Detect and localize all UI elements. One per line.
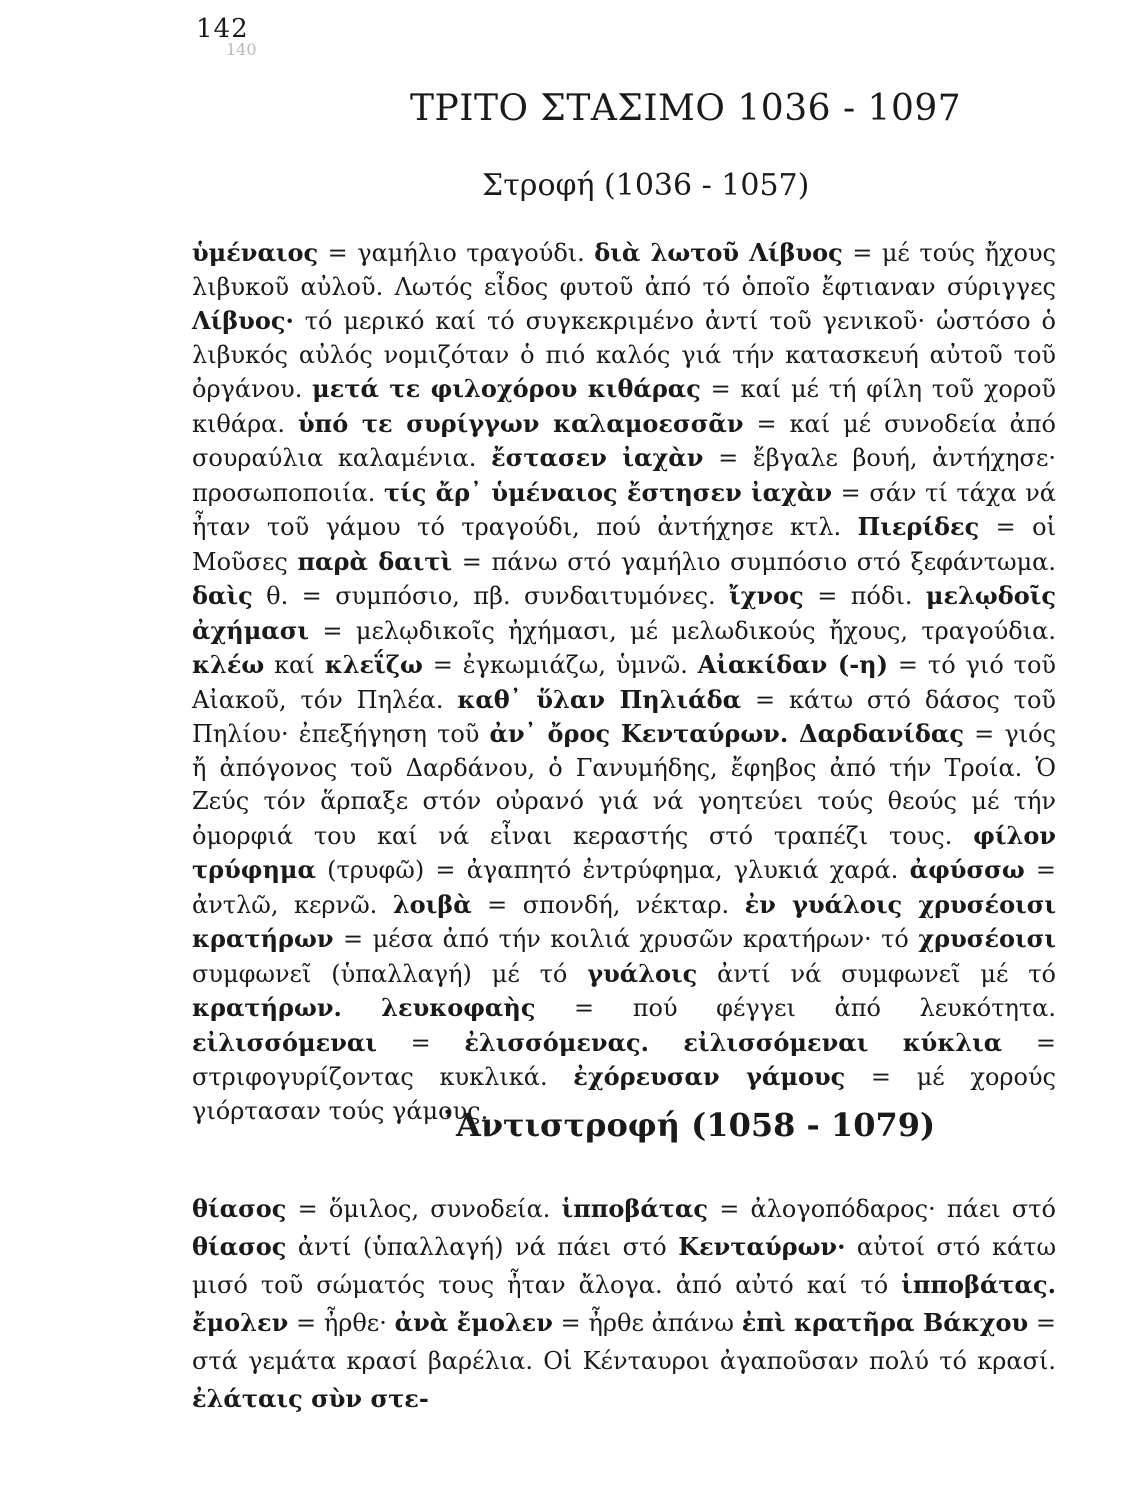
strophe-heading: Στροφή (1036 - 1057) (482, 168, 810, 203)
glossary-term: Κενταύρων· (678, 1232, 846, 1261)
glossary-term: ἀνὰ ἔμολεν (394, 1308, 553, 1337)
glossary-term: θίασος (192, 1232, 287, 1261)
glossary-term: ὑμέναιος (192, 238, 319, 267)
antistrophe-glossary (192, 1190, 1056, 1418)
glossary-definition: = ἐγκωμιάζω, ὑμνῶ. (422, 651, 698, 679)
glossary-definition: αὐτοί στό κάτω μισό τοῦ σώματός τους ἦταν ἄλογα. ἀπό αὐτό καί τό (192, 1233, 1057, 1299)
glossary-term: κλέω (192, 650, 265, 679)
glossary-definition: = καί μέ τή φίλη τοῦ χοροῦ κιθάρα. (192, 375, 1057, 438)
page-number-faint: 140 (226, 40, 257, 59)
glossary-definition: = ἀλογοπόδαρος· πάει στό (708, 1195, 1056, 1223)
glossary-definition: καί (264, 651, 325, 679)
glossary-definition: = σπονδή, νέκταρ. (471, 890, 745, 919)
glossary-definition: = ἦρθε ἀπάνω (552, 1309, 742, 1337)
glossary-term: Λίβυος· (192, 306, 294, 335)
glossary-term: ἐχόρευσαν γάμους (573, 1062, 846, 1091)
glossary-term: χρυσέοισι (918, 924, 1056, 953)
glossary-definition: = κάτω στό δάσος τοῦ Πηλίου· ἐπεξήγηση τοῦ (192, 685, 1056, 748)
glossary-definition: = μέ τούς ἤχους λιβυκοῦ αὐλοῦ. Λωτός εἶδος φυτοῦ ἀπό τό ὁποῖο ἔφτιαναν σύριγγες (192, 239, 1056, 301)
glossary-term: ὑπό τε συρίγγων καλαμοεσσᾶν (297, 408, 744, 438)
strophe-glossary (192, 236, 1056, 1128)
glossary-definition: = οἱ Μοῦσες (192, 513, 1056, 576)
glossary-term: ἱπποβάτας. ἔμολεν (192, 1270, 1056, 1337)
page-number: 142 (196, 14, 249, 44)
glossary-term: Αἰακίδαν (-η) (697, 650, 888, 679)
glossary-term: παρὰ δαιτὶ (297, 546, 453, 576)
glossary-definition: = μέσα ἀπό τήν κοιλιά χρυσῶν κρατήρων· τό (333, 925, 919, 953)
glossary-term: ἀν᾽ ὄρος Κενταύρων. Δαρδανίδας (489, 719, 964, 748)
glossary-definition: θ. = συμπόσιο, πβ. συνδαιτυμόνες. (252, 582, 730, 610)
glossary-definition: = ἦρθε· (288, 1309, 395, 1337)
glossary-definition: = ὅμιλος, συνοδεία. (286, 1195, 562, 1223)
glossary-term: ἱπποβάτας (561, 1194, 709, 1223)
glossary-term: ἐν γυάλοις χρυσέοισι κρατήρων (192, 889, 1056, 953)
glossary-definition: ἀντί (ὑπαλλαγή) νά πάει στό (286, 1233, 679, 1261)
glossary-term: γυάλοις (587, 958, 698, 988)
glossary-definition: = τό γιό τοῦ Αἰακοῦ, τόν Πηλέα. (192, 651, 1056, 714)
glossary-term: τίς ἄρ᾽ ὑμέναιος ἔστησεν ἰαχὰν (383, 477, 833, 507)
glossary-term: λοιβὰ (392, 889, 472, 919)
glossary-term: εἰλισσόμεναι (192, 1027, 377, 1057)
glossary-term: ἀφύσσω (909, 855, 1025, 884)
glossary-term: φίλον τρύφημα (192, 820, 1056, 884)
glossary-term: μελῳδοῖς ἀχήμασι (192, 581, 1056, 645)
glossary-definition: = καί μέ συνοδεία ἀπό σουραύλια καλαμένια. (192, 409, 1057, 472)
glossary-definition: συμφωνεῖ (ὑπαλλαγή) μέ τό (192, 959, 588, 988)
glossary-term: ἐλισσόμενας. εἰλισσόμεναι κύκλια (464, 1027, 1003, 1057)
glossary-definition: = μέ χορούς γιόρτασαν τούς γάμους. (192, 1063, 1056, 1125)
glossary-term: ἔστασεν ἰαχὰν (491, 443, 704, 472)
glossary-definition: = πόδι. (803, 582, 926, 610)
glossary-term: δαὶς (192, 581, 253, 610)
glossary-definition: = πάνω στό γαμήλιο συμπόσιο στό ξεφάντωμα. (452, 547, 1057, 576)
glossary-term: κρατήρων. λευκοφαὴς (192, 993, 536, 1022)
glossary-term: ἴχνος (729, 581, 804, 610)
glossary-definition: = σάν τί τάχα νά ἦταν τοῦ γάμου τό τραγούδι, πού ἀντήχησε κτλ. (192, 478, 1057, 541)
glossary-term: κλεΐζω (324, 650, 423, 679)
glossary-definition: (τρυφῶ) = ἀγαπητό ἐντρύφημα, γλυκιά χαρά. (315, 856, 910, 884)
glossary-definition: = ἔβγαλε βουή, ἀντήχησε· προσωποποιία. (192, 444, 1057, 507)
page-title: ΤΡΙΤΟ ΣΤΑΣΙΜΟ 1036 - 1097 (410, 88, 962, 129)
glossary-definition: = στριφογυρίζοντας κυκλικά. (192, 1028, 1056, 1091)
glossary-term: Πιερίδες (857, 512, 980, 541)
glossary-definition: = στά γεμάτα κρασί βαρέλια. Οἱ Κένταυροι ἀγαποῦσαν πολύ τό κρασί. (192, 1309, 1057, 1375)
glossary-term: θίασος (192, 1194, 287, 1223)
glossary-definition: = πού φέγγει ἀπό λευκότητα. (535, 994, 1056, 1022)
glossary-term: καθ᾽ ὕλαν Πηλιάδα (457, 684, 742, 714)
glossary-definition: = ἀντλῶ, κερνῶ. (192, 856, 1056, 919)
glossary-definition: = γαμήλιο τραγούδι. (318, 239, 595, 267)
glossary-definition: = μελῳδικοῖς ἠχήμασι, μέ μελωδικούς ἤχους, τραγούδια. (309, 616, 1056, 645)
glossary-definition: τό μερικό καί τό συγκεκριμένο ἀντί τοῦ γενικοῦ· ὡστόσο ὁ λιβυκός αὐλός νομιζόταν ὁ πιό καλός γιά τήν κατασκευή αὐτοῦ τοῦ ὀργάνου. (192, 307, 1056, 403)
glossary-definition: ἀντί νά συμφωνεῖ μέ τό (697, 959, 1056, 988)
glossary-definition: = (376, 1028, 465, 1057)
antistrophe-heading: ᾽Αντιστροφή (1058 - 1079) (440, 1106, 936, 1144)
glossary-term: ἐπὶ κρατῆρα Βάκχου (741, 1308, 1029, 1337)
glossary-definition: = γιός ἤ ἀπόγονος τοῦ Δαρδάνου, ὁ Γανυμήδης, ἔφηβος ἀπό τήν Τροία. Ὁ Ζεύς τόν ἅρπαξε στόν οὐρανό γιά νά γοητεύει τούς θεούς μέ τήν ὀμορφιά του καί νά εἶναι κεραστής στό τραπέζι τους. (192, 720, 1057, 850)
glossary-term: μετά τε φιλοχόρου κιθάρας (312, 374, 701, 403)
glossary-term: ἐλάταις σὺν στε- (192, 1384, 429, 1413)
glossary-term: διὰ λωτοῦ Λίβυος (594, 238, 843, 267)
